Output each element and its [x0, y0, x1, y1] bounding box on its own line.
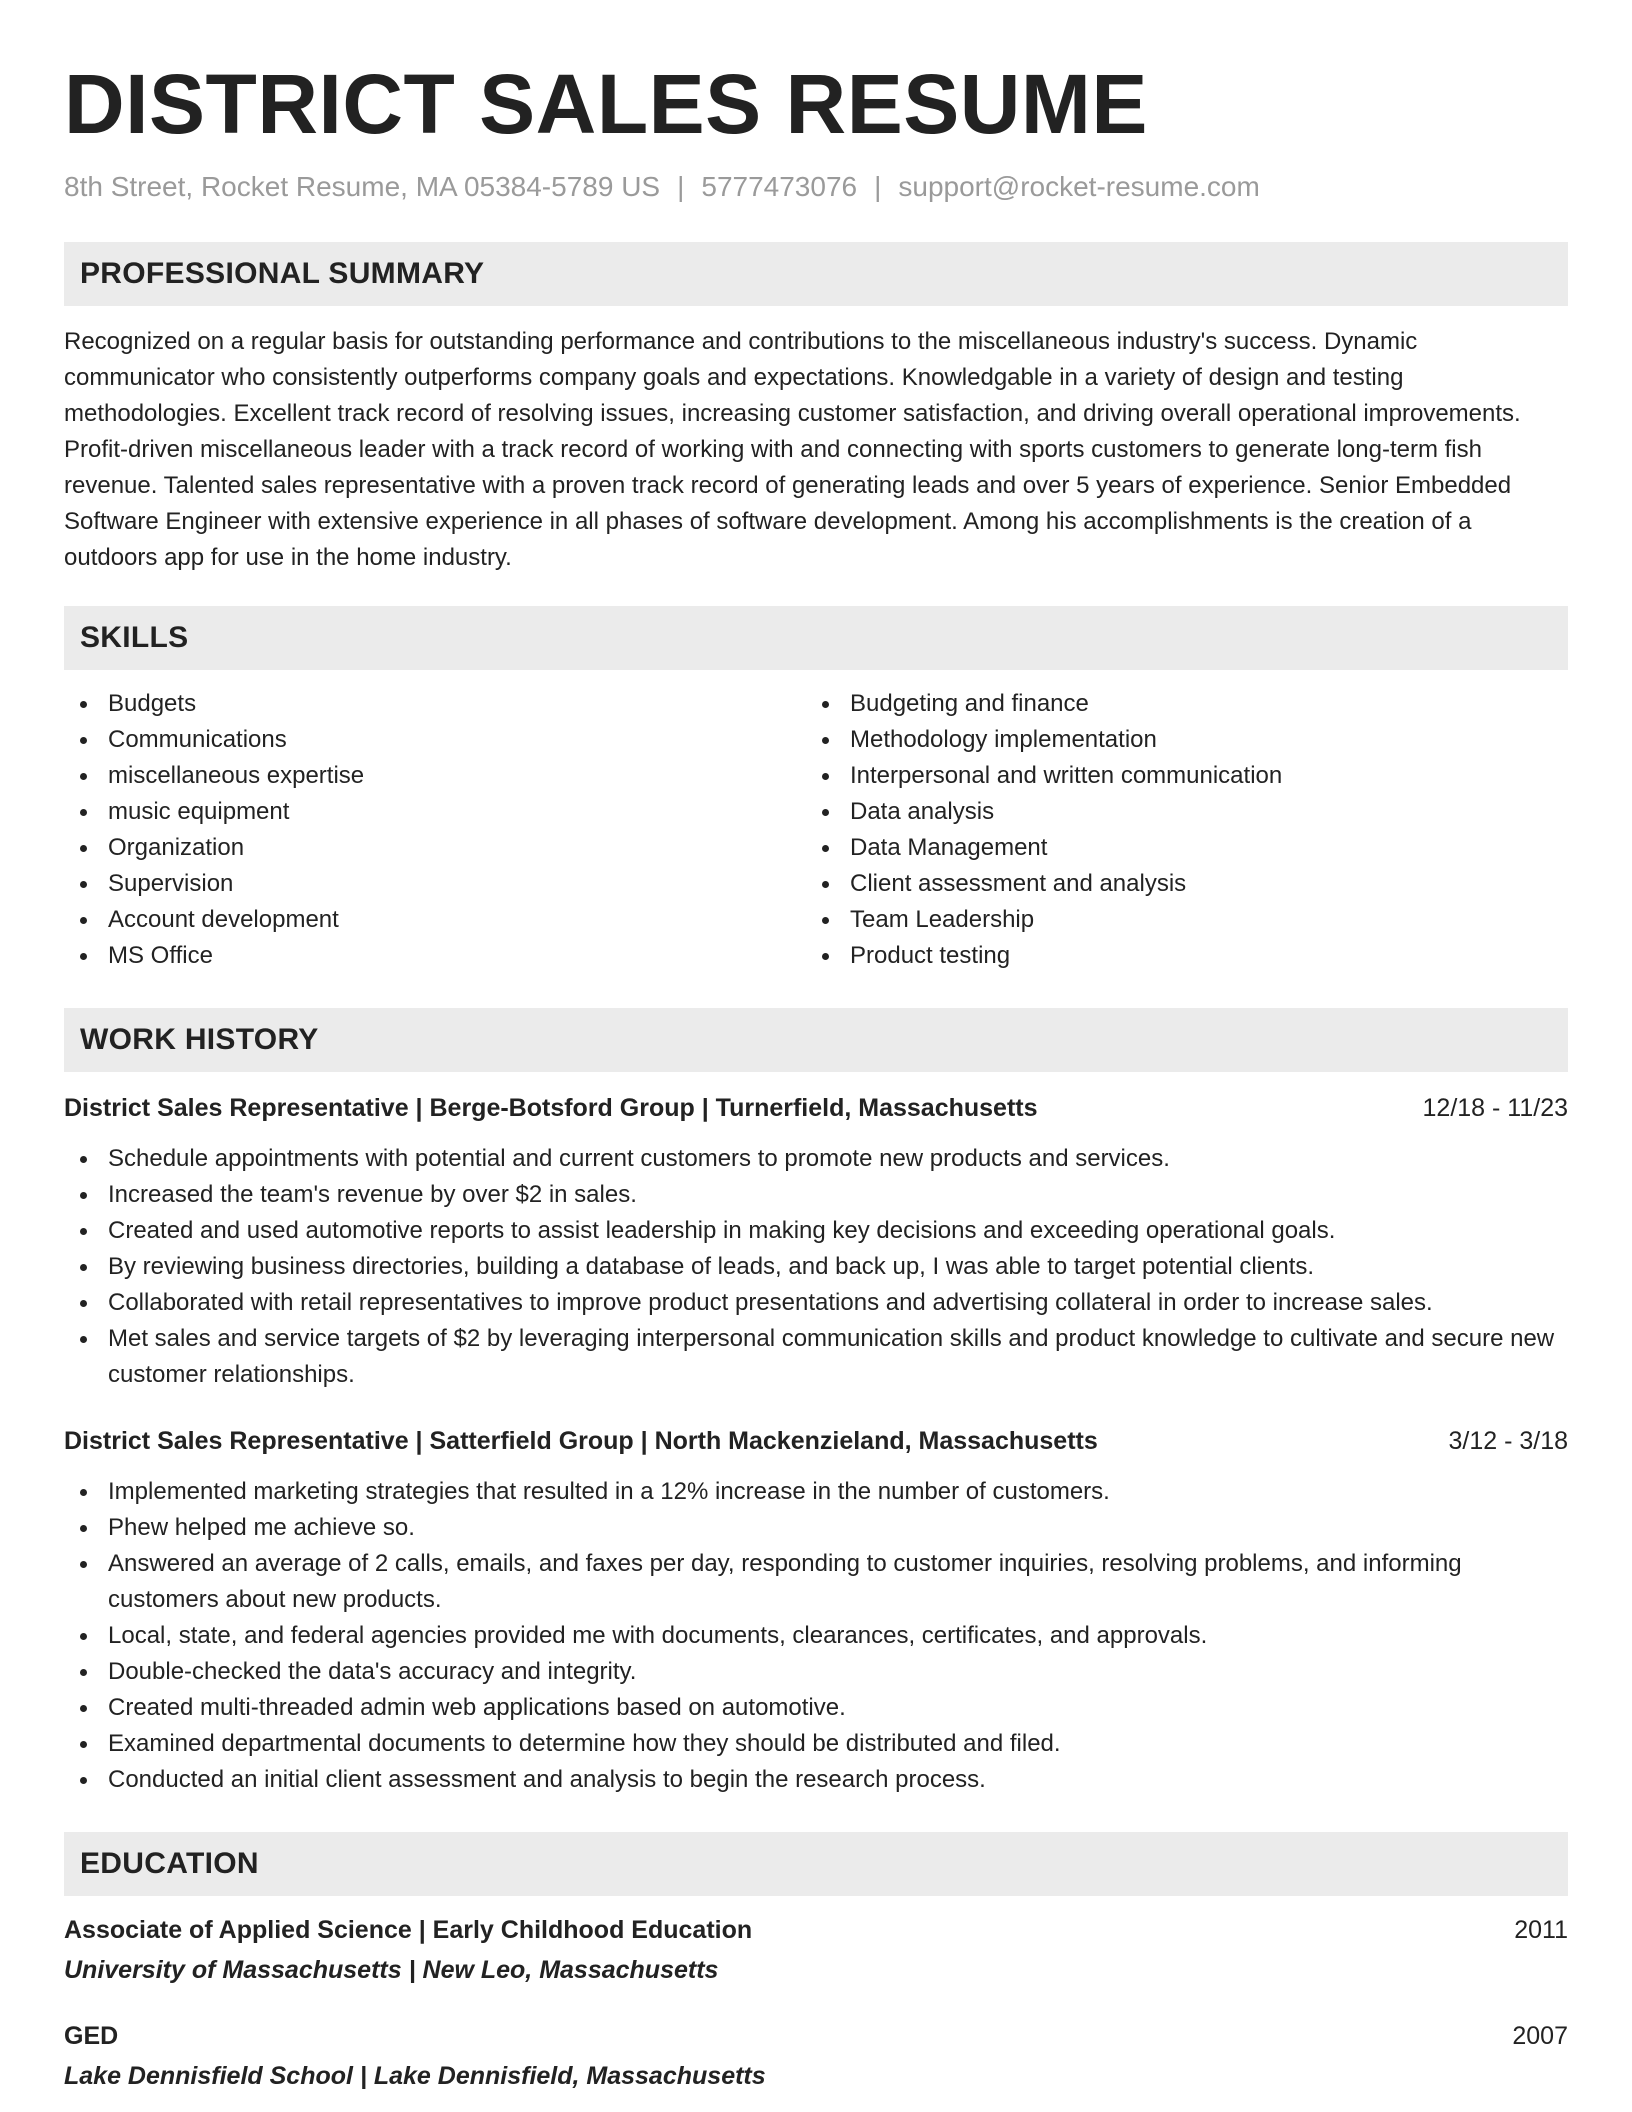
job-bullet: By reviewing business directories, building a database of leads, and back up, I was able to target potential clients. — [64, 1249, 1568, 1285]
education-school: University of Massachusetts | New Leo, Massachusetts — [64, 1956, 719, 1984]
job-title: District Sales Representative | Satterfield Group | North Mackenzieland, Massachusetts — [64, 1427, 1098, 1455]
skill-item: Account development — [64, 902, 806, 938]
education-header — [64, 1912, 1568, 1948]
skill-item: Supervision — [64, 866, 806, 902]
skill-item: music equipment — [64, 794, 806, 830]
education-degree: GED — [64, 2022, 119, 2050]
contact-separator: | — [677, 171, 685, 202]
skills-section-header: SKILLS — [64, 606, 1568, 670]
education-entry — [64, 2018, 1568, 2094]
job-bullet: Created multi-threaded admin web applications based on automotive. — [64, 1690, 1568, 1726]
contact-line — [64, 170, 1568, 204]
job-dates: 3/12 - 3/18 — [1448, 1427, 1568, 1455]
job-header — [64, 1423, 1568, 1459]
job-title: District Sales Representative | Berge-Botsford Group | Turnerfield, Massachusetts — [64, 1094, 1038, 1122]
skills-left-list — [64, 686, 806, 974]
job-bullet: Phew helped me achieve so. — [64, 1510, 1568, 1546]
job-bullet: Increased the team's revenue by over $2 in sales. — [64, 1177, 1568, 1213]
job-bullet: Implemented marketing strategies that resulted in a 12% increase in the number of customers. — [64, 1474, 1568, 1510]
job-bullets — [64, 1474, 1568, 1798]
skills-columns — [64, 686, 1568, 974]
education-year: 2007 — [1512, 2022, 1568, 2050]
skill-item: Methodology implementation — [806, 722, 1548, 758]
education-header — [64, 2018, 1568, 2054]
job-bullet: Answered an average of 2 calls, emails, and faxes per day, responding to customer inquiries, resolving problems, and informing customers about new products. — [64, 1546, 1568, 1618]
skill-item: Organization — [64, 830, 806, 866]
job-header — [64, 1090, 1568, 1126]
education-year: 2011 — [1514, 1916, 1568, 1944]
job-bullet: Schedule appointments with potential and current customers to promote new products and services. — [64, 1141, 1568, 1177]
education-section-header: EDUCATION — [64, 1832, 1568, 1896]
job-bullet: Conducted an initial client assessment and analysis to begin the research process. — [64, 1762, 1568, 1798]
skill-item: Product testing — [806, 938, 1548, 974]
education-school: Lake Dennisfield School | Lake Dennisfield, Massachusetts — [64, 2062, 766, 2090]
skill-item: MS Office — [64, 938, 806, 974]
job-bullets — [64, 1141, 1568, 1393]
skill-item: Budgeting and finance — [806, 686, 1548, 722]
job-bullet: Met sales and service targets of $2 by leveraging interpersonal communication skills and product knowledge to cultivate and secure new customer relationships. — [64, 1321, 1568, 1393]
education-entry — [64, 1912, 1568, 1988]
job-entry — [64, 1423, 1568, 1798]
job-entry — [64, 1090, 1568, 1393]
job-bullet: Local, state, and federal agencies provided me with documents, clearances, certificates, and approvals. — [64, 1618, 1568, 1654]
resume-title: DISTRICT SALES RESUME — [64, 57, 1148, 151]
skill-item: miscellaneous expertise — [64, 758, 806, 794]
summary-text: Recognized on a regular basis for outstanding performance and contributions to the miscellaneous industry's success. Dynamic communicator who consistently outperforms company goals and expectations. Knowledgable in a variety of design and testing methodologies. Excellent track record of resolving issues, increasing customer satisfaction, and driving overall operational improvements. Profit-driven miscellaneous leader with a track record of working with and connecting with sports customers to generate long-term fish revenue. Talented sales representative with a proven track record of generating leads and over 5 years of experience. Senior Embedded Software Engineer with extensive experience in all phases of software development. Among his accomplishments is the creation of a outdoors app for use in the home industry. — [64, 328, 1521, 571]
skill-item: Communications — [64, 722, 806, 758]
skill-item: Interpersonal and written communication — [806, 758, 1548, 794]
contact-phone: 5777473076 — [701, 171, 858, 202]
job-bullet: Examined departmental documents to determine how they should be distributed and filed. — [64, 1726, 1568, 1762]
contact-email: support@rocket-resume.com — [898, 171, 1260, 202]
job-dates: 12/18 - 11/23 — [1422, 1094, 1568, 1122]
contact-address: 8th Street, Rocket Resume, MA 05384-5789 US — [64, 171, 661, 202]
work-section-header: WORK HISTORY — [64, 1008, 1568, 1072]
skill-item: Data Management — [806, 830, 1548, 866]
contact-separator: | — [874, 171, 882, 202]
job-bullet: Created and used automotive reports to assist leadership in making key decisions and exceeding operational goals. — [64, 1213, 1568, 1249]
summary-section-header: PROFESSIONAL SUMMARY — [64, 242, 1568, 306]
education-degree: Associate of Applied Science | Early Childhood Education — [64, 1916, 753, 1944]
job-bullet: Double-checked the data's accuracy and integrity. — [64, 1654, 1568, 1690]
skill-item: Client assessment and analysis — [806, 866, 1548, 902]
job-bullet: Collaborated with retail representatives to improve product presentations and advertising collateral in order to increase sales. — [64, 1285, 1568, 1321]
skills-right-list — [806, 686, 1548, 974]
skill-item: Team Leadership — [806, 902, 1548, 938]
skill-item: Budgets — [64, 686, 806, 722]
skill-item: Data analysis — [806, 794, 1548, 830]
